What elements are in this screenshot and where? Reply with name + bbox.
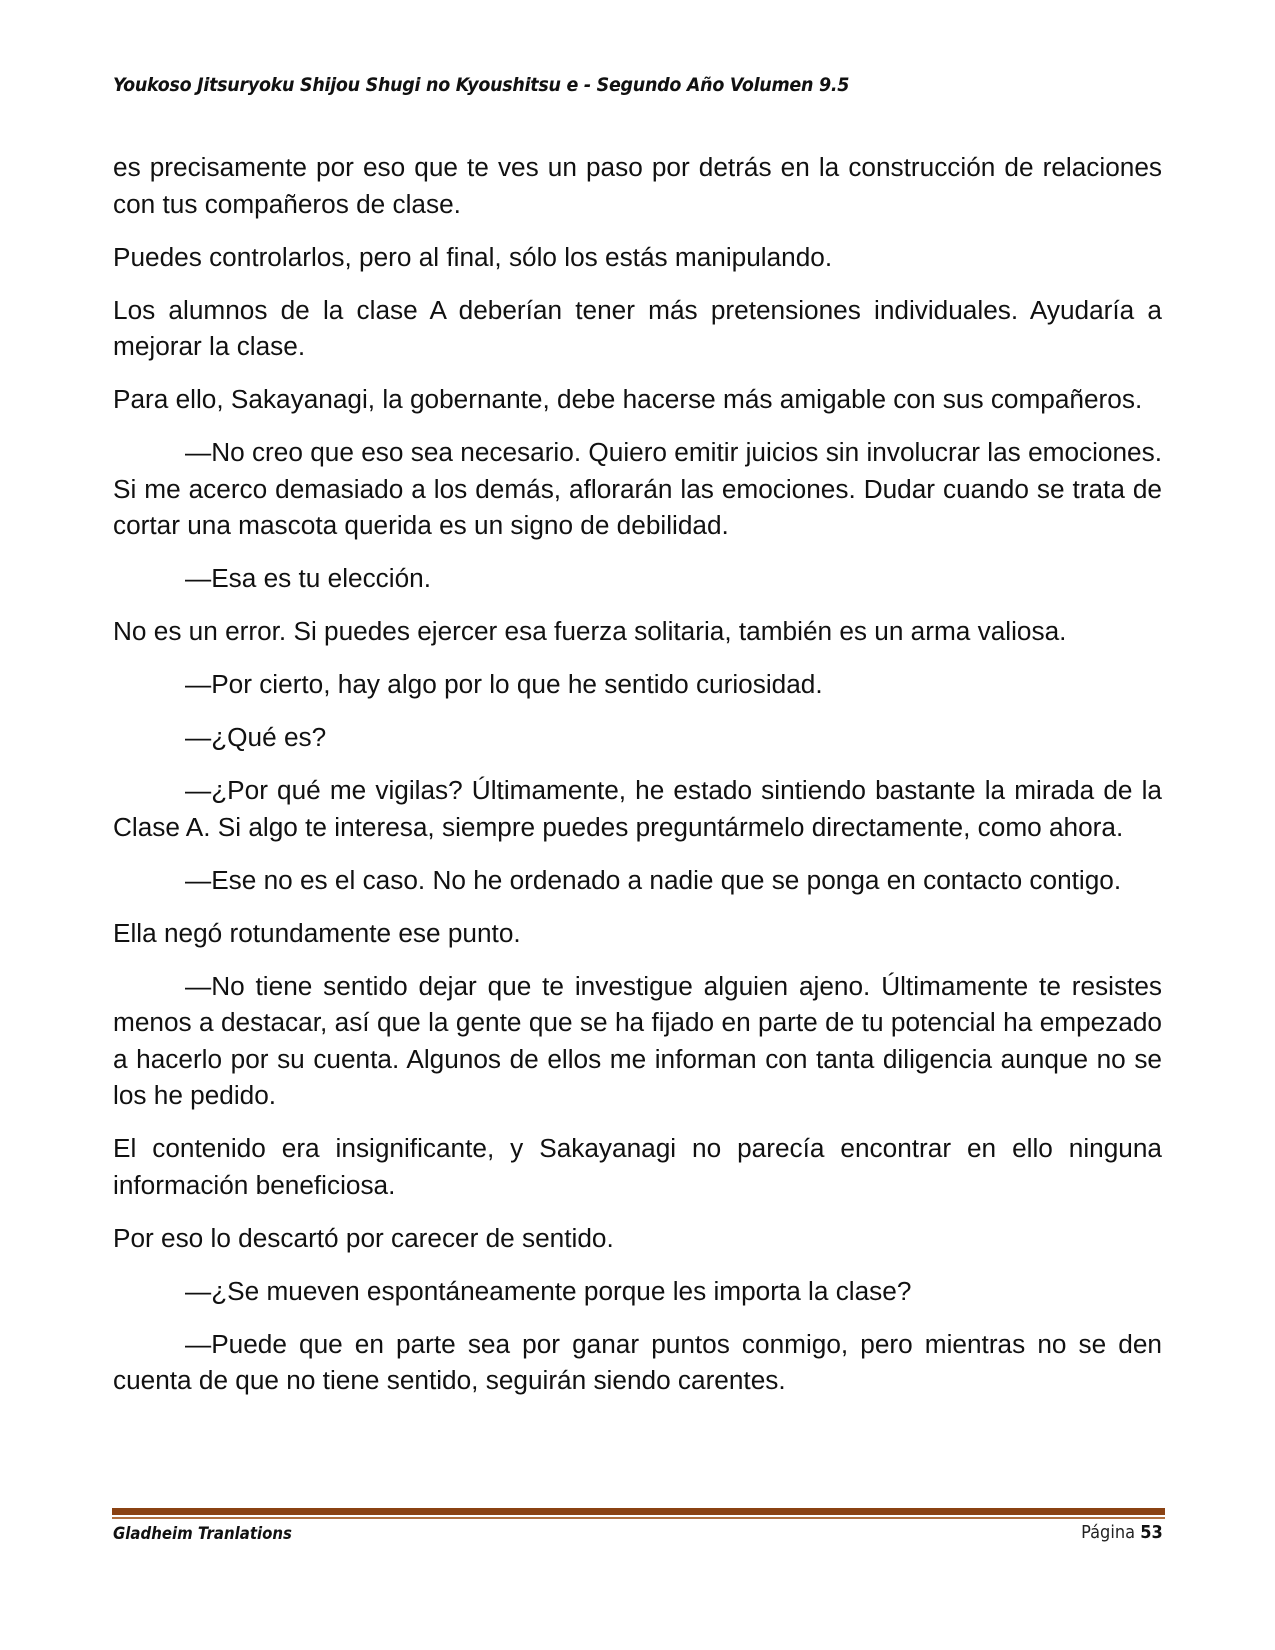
paragraph: Puedes controlarlos, pero al final, sólo los estás manipulando. <box>113 241 833 272</box>
page-label: Página <box>1081 1522 1136 1543</box>
dialogue-paragraph: —¿Se mueven espontáneamente porque les importa la clase? <box>185 1275 912 1306</box>
paragraph: es precisamente por eso que te ves un paso por detrás en la construcción de relaciones con tus compañeros de clase. <box>113 152 1162 219</box>
paragraph: El contenido era insignificante, y Sakayanagi no parecía encontrar en ello ninguna información beneficiosa. <box>113 1133 1162 1200</box>
paragraph: Para ello, Sakayanagi, la gobernante, debe hacerse más amigable con sus compañeros. <box>113 384 1143 414</box>
paragraph: Ella negó rotundamente ese punto. <box>113 917 521 948</box>
footer-rule <box>112 1508 1165 1520</box>
dialogue-paragraph: —¿Qué es? <box>185 722 327 752</box>
paragraph: Los alumnos de la clase A deberían tener más pretensiones individuales. Ayudaría a mejorar la clase. <box>113 294 1162 361</box>
dialogue-paragraph: —Por cierto, hay algo por lo que he sentido curiosidad. <box>185 669 823 699</box>
footer-rule-thick <box>112 1508 1165 1515</box>
dialogue-paragraph: —No tiene sentido dejar que te investigue alguien ajeno. Últimamente te resistes menos a destacar, así que la gente que se ha fijado en parte de tu potencial ha empezado a hacerlo por su cuenta. Algunos de ellos me informan con tanta diligencia aunque no se los he pedido. <box>113 970 1162 1110</box>
dialogue-paragraph: —¿Por qué me vigilas? Últimamente, he estado sintiendo bastante la mirada de la Clase A. Si algo te interesa, siempre puedes preguntármelo directamente, como ahora. <box>113 775 1162 842</box>
paragraph: No es un error. Si puedes ejercer esa fuerza solitaria, también es un arma valiosa. <box>113 616 1067 646</box>
page-number <box>1081 1522 1163 1543</box>
dialogue-paragraph: —No creo que eso sea necesario. Quiero emitir juicios sin involucrar las emociones. Si me acerco demasiado a los demás, aflorarán las emociones. Dudar cuando se trata de cortar una mascota querida es un signo de debilidad. <box>113 437 1162 540</box>
footer-rule-thin <box>112 1517 1165 1519</box>
paragraph: Por eso lo descartó por carecer de sentido. <box>113 1222 614 1253</box>
body-text <box>113 149 1162 1399</box>
dialogue-paragraph: —Puede que en parte sea por ganar puntos conmigo, pero mientras no se den cuenta de que no tiene sentido, seguirán siendo carentes. <box>113 1328 1162 1395</box>
dialogue-paragraph: —Esa es tu elección. <box>185 563 431 593</box>
footer-publisher: Gladheim Tranlations <box>113 1524 292 1544</box>
page-number-value: 53 <box>1140 1522 1163 1543</box>
running-header: Youkoso Jitsuryoku Shijou Shugi no Kyoushitsu e - Segundo Año Volumen 9.5 <box>113 74 850 96</box>
dialogue-paragraph: —Ese no es el caso. No he ordenado a nadie que se ponga en contacto contigo. <box>185 864 1122 895</box>
